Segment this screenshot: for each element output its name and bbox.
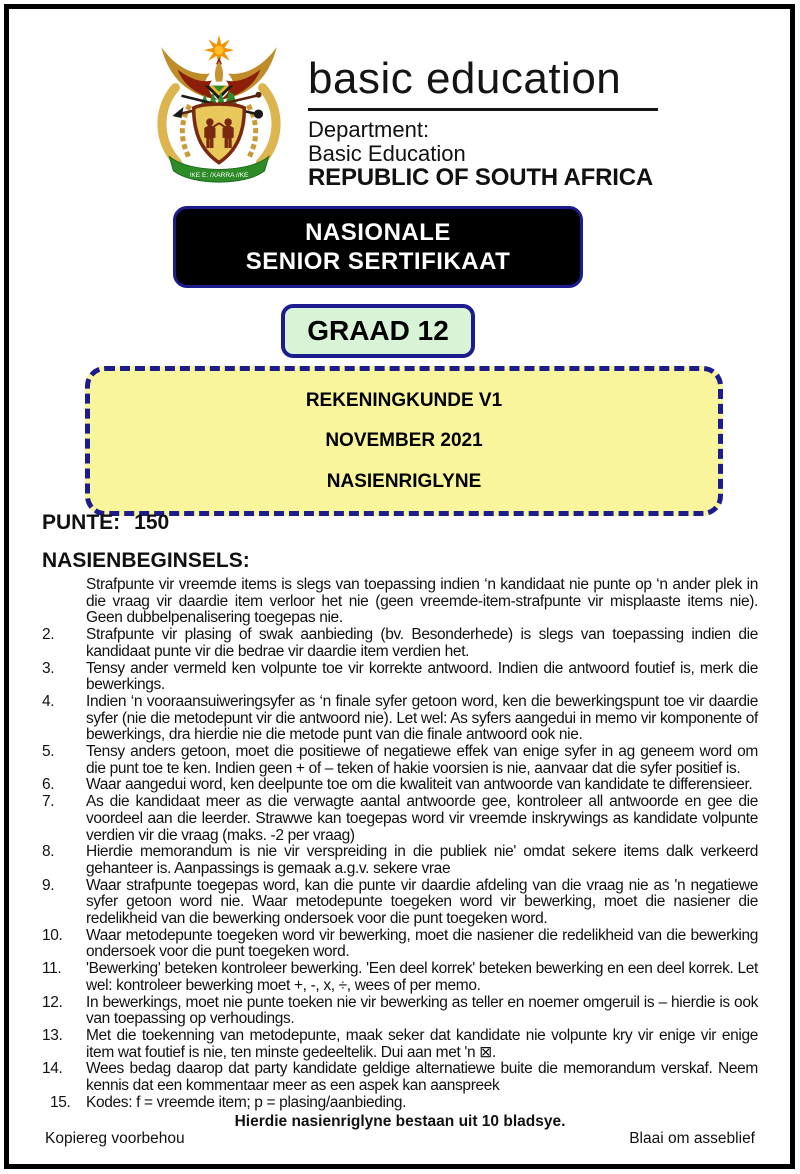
certificate-line1: NASIONALE xyxy=(305,219,451,246)
grade-banner: GRAAD 12 xyxy=(281,304,475,358)
list-item xyxy=(42,794,758,844)
item-text: Kodes: f = vreemde item; p = plasing/aanbieding. xyxy=(86,1093,407,1111)
item-number: 10. xyxy=(42,926,63,944)
list-item xyxy=(42,928,758,961)
item-text: Hierdie memorandum is nie vir verspreiding in die publiek nie' omdat sekere items dalk verkeerd gehanteer is. Aanpassings is gemaak a.g.v. sekere vrae xyxy=(86,843,758,877)
item-number: 5. xyxy=(42,743,55,761)
marks-value: 150 xyxy=(134,511,170,534)
item-number: 7. xyxy=(42,793,55,811)
department-name: Basic Education xyxy=(308,141,466,166)
exam-session: NOVEMBER 2021 xyxy=(325,430,483,451)
list-item xyxy=(42,577,758,627)
list-item xyxy=(42,694,758,744)
list-item xyxy=(42,661,758,694)
list-item xyxy=(42,777,758,794)
item-text: Tensy ander vermeld ken volpunte toe vir korrekte antwoord. Indien die antwoord foutief is, merk die bewerkings. xyxy=(86,659,758,694)
item-number: 9. xyxy=(42,876,55,894)
page-footer xyxy=(45,1130,755,1148)
motto-text: !KE E: /XARRA //KE xyxy=(189,171,249,179)
item-text: Wees bedag daarop dat party kandidate geldige alternatiewe buite die memorandum verskaf. Neem kennis dat een kommentaar meer as een aspek kan aanspreek xyxy=(86,1060,758,1095)
item-number: 4. xyxy=(42,692,55,710)
list-item xyxy=(42,961,758,994)
department-brand xyxy=(308,56,668,190)
copyright-note: Kopiereg voorbehou xyxy=(45,1130,185,1147)
list-item xyxy=(42,878,758,928)
item-number: 3. xyxy=(42,659,55,677)
coat-of-arms-icon xyxy=(143,32,295,196)
principles-heading: NASIENBEGINSELS: xyxy=(42,549,250,572)
item-number xyxy=(42,577,86,627)
item-text: Waar metodepunte toegeken word vir bewerking, moet die nasiener die redelikheid van die bewerking ondersoek voor die punt toegeken word. xyxy=(86,926,758,961)
item-text: Met die toekenning van metodepunte, maak seker dat kandidate nie volpunte kry vir enige vir enige item wat foutief is nie, ten minste gedeeltelik. Dui aan met 'n ⊠. xyxy=(86,1026,758,1061)
item-text: Tensy anders getoon, moet die positiewe of negatiewe effek van enige syfer in ag geneem word om die punt toe te ken. Indien geen + of – teken of hakie voorsien is nie, aanvaar dat die syfer positief is. xyxy=(86,743,758,777)
item-text: 'Bewerking' beteken kontroleer bewerking. 'Een deel korrek' beteken bewerking en een deel korrek. Let wel: kontroleer bewerking moet +, -, x, ÷, wees of per memo. xyxy=(86,960,758,994)
marking-principles-section xyxy=(42,549,758,1131)
item-text: Strafpunte vir plasing of swak aanbieding (bv. Besonderhede) is slegs van toepassing indien die kandidaat punte vir die bedrae vir daardie item verdien het. xyxy=(86,626,758,660)
item-number: 8. xyxy=(42,843,55,861)
certificate-banner xyxy=(173,206,583,288)
item-number: 14. xyxy=(42,1060,63,1078)
list-item xyxy=(42,1095,758,1112)
exam-title-box xyxy=(85,366,723,516)
list-item xyxy=(42,844,758,877)
item-number: 2. xyxy=(42,626,55,644)
item-text: Strafpunte vir vreemde items is slegs van toepassing indien ‘n kandidaat nie punte op ‘n ander plek in die vraag vir daardie item verloor het nie (geen vreemde-item-strafpunte vir misplaaste items nie). Geen dubbelpenalisering toegepas nie. xyxy=(86,576,758,627)
certificate-line2: SENIOR SERTIFIKAAT xyxy=(245,248,511,275)
item-number: 11. xyxy=(42,960,62,978)
item-text: As die kandidaat meer as die verwagte aantal antwoorde gee, kontroleer all antwoorde en gee die voordeel aan die leerder. Strawwe kan toegepas word vir vreemde inskrywings as kandidate volpunte verdien vir die vraag (maks. -2 per vraag) xyxy=(86,793,758,844)
list-item xyxy=(42,995,758,1028)
list-item xyxy=(42,1028,758,1061)
department-label: Department: xyxy=(308,117,430,142)
exam-subject: REKENINGKUNDE V1 xyxy=(305,389,503,411)
item-number: 12. xyxy=(42,993,63,1011)
list-item xyxy=(42,627,758,660)
marks-label: PUNTE: xyxy=(42,511,121,534)
list-item xyxy=(42,1061,758,1094)
marks-line xyxy=(42,511,169,535)
exam-doc-type: NASIENRIGLYNE xyxy=(326,470,482,492)
country-name: REPUBLIC OF SOUTH AFRICA xyxy=(308,164,653,191)
item-text: In bewerkings, moet nie punte toeken nie vir bewerking as teller en noemer omgeruil is – hierdie is ook van toepassing op verhoudings. xyxy=(86,993,758,1028)
page-count-note: Hierdie nasienriglyne bestaan uit 10 bladsye. xyxy=(234,1112,566,1130)
wordmark-underline xyxy=(308,108,658,111)
principles-list xyxy=(42,577,758,1112)
item-text: Waar strafpunte toegepas word, kan die punte vir daardie afdeling van die vraag nie as 'n negatiewe syfer getoon word nie. Waar metodepunte toegeken word vir bewerking, moet die nasiener die redelikheid van die bewerking ondersoek voor die punt toegeken word. xyxy=(86,876,758,928)
turn-over-note: Blaai om asseblief xyxy=(629,1130,755,1147)
wordmark: basic education xyxy=(308,54,622,103)
list-item xyxy=(42,744,758,777)
coat-of-arms-logo xyxy=(143,32,295,196)
item-number: 15. xyxy=(50,1093,71,1111)
item-number: 13. xyxy=(42,1026,63,1044)
item-text: Waar aangedui word, ken deelpunte toe om die kwaliteit van antwoorde van kandidate te differensieer. xyxy=(86,776,753,794)
item-text: Indien ‘n vooraansuiweringsyfer as ‘n finale syfer getoon word, ken die bewerkingspunt toe vir daardie syfer (nie die metodepunt vir die antwoord nie). Let wel: As syfers aangedui in memo vir komponente of bewerkings, dra hierdie nie die metode punt van die finale antwoord ook nie. xyxy=(86,692,758,744)
item-number: 6. xyxy=(42,776,55,794)
